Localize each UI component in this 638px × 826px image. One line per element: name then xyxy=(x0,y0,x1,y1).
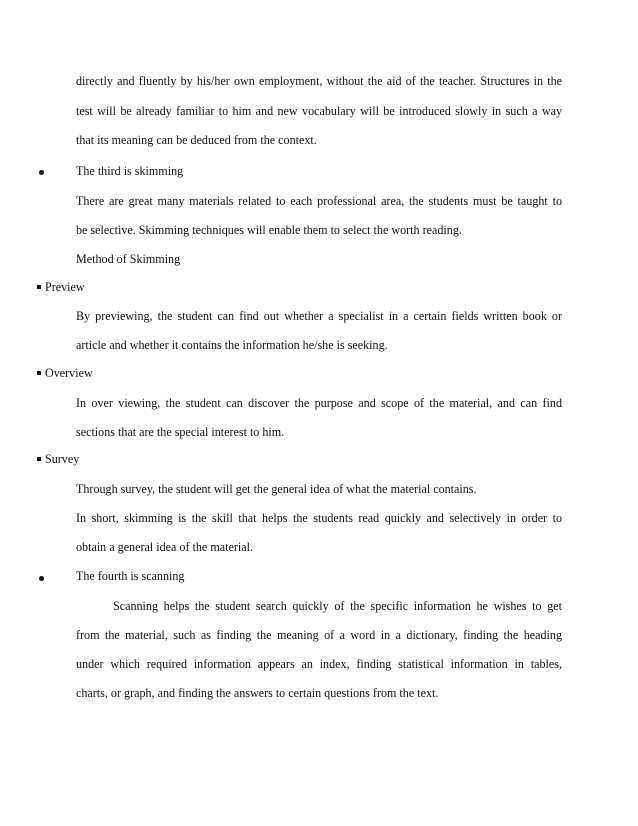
skimming-bullet-label: The third is skimming xyxy=(76,164,184,178)
overview-line-1: In over viewing, the student can discover the purpose and scope of the material, and can find xyxy=(76,396,562,410)
square-bullet-icon xyxy=(37,371,41,375)
intro-line-3: that its meaning can be deduced from the context. xyxy=(76,133,317,147)
intro-line-1: directly and fluently by his/her own employment, without the aid of the teacher. Structures in the xyxy=(76,74,562,88)
square-bullet-icon xyxy=(37,457,41,461)
preview-line-1: By previewing, the student can find out whether a specialist in a certain fields written book or xyxy=(76,309,562,323)
square-bullet-icon xyxy=(37,285,41,289)
survey-label: Survey xyxy=(45,452,80,466)
preview-line-2: article and whether it contains the information he/she is seeking. xyxy=(76,338,388,352)
scanning-line-2: from the material, such as finding the meaning of a word in a dictionary, finding the heading xyxy=(76,628,562,642)
survey-line-2: In short, skimming is the skill that helps the students read quickly and selectively in order to xyxy=(76,511,562,525)
scanning-line-4: charts, or graph, and finding the answers to certain questions from the text. xyxy=(76,686,439,700)
intro-line-2: test will be already familiar to him and new vocabulary will be introduced slowly in such a way xyxy=(76,104,562,118)
scanning-line-1: Scanning helps the student search quickly of the specific information he wishes to get xyxy=(113,599,562,613)
skimming-line-2: be selective. Skimming techniques will enable them to select the worth reading. xyxy=(76,223,462,237)
scanning-bullet-label: The fourth is scanning xyxy=(76,569,185,583)
scanning-line-3: under which required information appears an index, finding statistical information in tables, xyxy=(76,657,562,671)
preview-heading xyxy=(37,280,85,295)
survey-line-1: Through survey, the student will get the general idea of what the material contains. xyxy=(76,482,477,496)
overview-heading xyxy=(37,366,93,381)
method-heading: Method of Skimming xyxy=(76,252,181,266)
survey-heading xyxy=(37,452,79,467)
preview-label: Preview xyxy=(45,280,85,294)
bullet-dot-icon xyxy=(39,170,44,175)
survey-line-3: obtain a general idea of the material. xyxy=(76,540,253,554)
overview-label: Overview xyxy=(45,366,93,380)
skimming-line-1: There are great many materials related to each professional area, the students must be taught to xyxy=(76,194,562,208)
bullet-dot-icon xyxy=(39,576,44,581)
overview-line-2: sections that are the special interest to him. xyxy=(76,425,285,439)
